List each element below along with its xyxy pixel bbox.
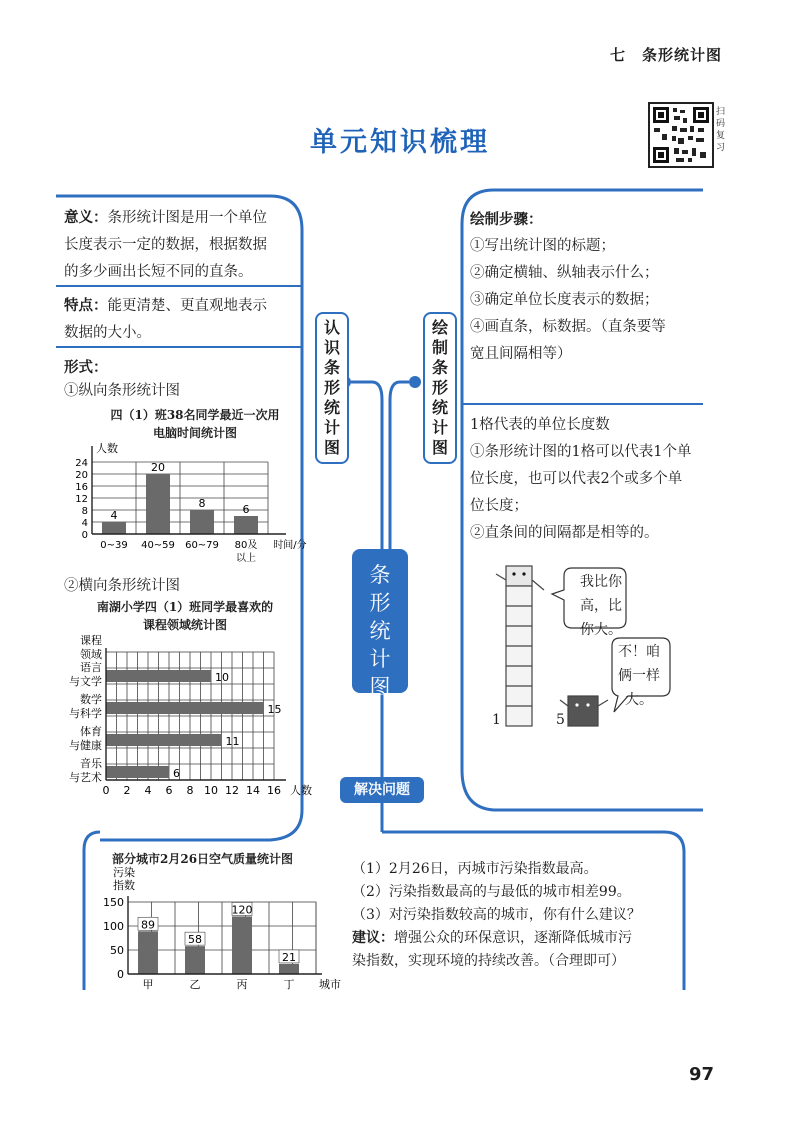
x-axis-label: 城市 <box>319 978 341 991</box>
x-tick-label: 16 <box>267 784 281 797</box>
feature-block <box>64 292 304 347</box>
y-tick-label: 音乐 <box>80 757 102 770</box>
unit-line: 位长度； <box>470 498 528 514</box>
x-tick-label: 以上 <box>236 553 256 564</box>
chart2-title-line: 南湖小学四（1）班同学最喜欢的 <box>96 600 274 614</box>
chart2-horizontal-bar <box>58 634 312 804</box>
data-label: 89 <box>141 918 155 932</box>
y-tick-label: 语言 <box>80 661 102 674</box>
y-tick-label: 与艺术 <box>69 771 102 784</box>
data-label: 4 <box>110 509 118 522</box>
chart2-title <box>70 598 300 634</box>
x-tick-label: 8 <box>186 784 194 797</box>
data-label: 20 <box>151 461 165 474</box>
data-label: 11 <box>225 735 240 748</box>
feature-line: 数据的大小。 <box>64 325 151 341</box>
x-tick-label: 40~59 <box>141 540 175 551</box>
y-tick-label: 与科学 <box>69 707 102 720</box>
y-tick-label: 16 <box>75 482 88 493</box>
steps-label: 绘制步骤： <box>470 211 543 228</box>
unit-title: 1格代表的单位长度数 <box>470 417 610 433</box>
bubble-line: 高，比 <box>580 598 622 614</box>
y-tick-label: 与健康 <box>69 739 102 752</box>
y-axis-label: 领域 <box>80 648 102 661</box>
page-number: 97 <box>688 1064 714 1085</box>
advice-label: 建议： <box>352 930 394 946</box>
data-label: 58 <box>188 933 202 947</box>
y-tick-label: 150 <box>103 896 124 909</box>
chart2-title-line: 课程领域统计图 <box>142 618 227 632</box>
x-tick-label: 60~79 <box>185 540 219 551</box>
feature-line: 能更清楚、更直观地表示 <box>107 298 267 314</box>
bar <box>146 474 170 534</box>
bubble-line: 你大。 <box>580 622 622 638</box>
step-item: ①写出统计图的标题； <box>470 238 615 254</box>
meaning-line: 条形统计图是用一个单位 <box>107 210 267 226</box>
problem-line: （2）污染指数最高的与最低的城市相差99。 <box>352 884 631 900</box>
meaning-label: 意义： <box>64 209 108 226</box>
qr-caption: 扫码复习 <box>716 107 726 153</box>
solve-problem-button[interactable]: 解决问题 <box>340 777 424 803</box>
y-tick-label: 12 <box>75 494 88 505</box>
problem-block <box>352 858 692 973</box>
x-axis-label: 时间/分 <box>273 540 307 551</box>
chapter-header: 七 条形统计图 <box>609 46 722 64</box>
bar <box>106 766 169 778</box>
bubble-line: 我比你 <box>580 574 622 590</box>
feature-label: 特点： <box>64 297 108 314</box>
x-tick-label: 丙 <box>236 978 248 991</box>
unit-block <box>470 412 710 547</box>
x-tick-label: 乙 <box>189 978 201 991</box>
tab-draw[interactable] <box>423 312 457 464</box>
bar <box>106 670 211 682</box>
y-axis-label: 人数 <box>96 442 118 455</box>
y-tick-label: 数学 <box>80 693 102 706</box>
bubble-line: 俩一样 <box>618 668 660 684</box>
bar <box>279 964 299 974</box>
speech-bubble-tall <box>576 570 626 642</box>
bubble-line: 不！咱 <box>618 644 660 660</box>
meaning-line: 长度表示一定的数据，根据数据 <box>64 237 267 253</box>
center-node[interactable] <box>352 549 408 699</box>
data-label: 8 <box>198 497 206 510</box>
speech-bubble-short <box>614 640 664 712</box>
x-tick-label: 14 <box>246 784 260 797</box>
problem-line: （1）2月26日，丙城市污染指数最高。 <box>352 861 598 877</box>
step-item: 宽且间隔相等） <box>470 346 572 362</box>
advice-line: 染指数，实现环境的持续改善。（合理即可） <box>352 953 625 969</box>
x-tick-label: 甲 <box>142 978 154 991</box>
bar <box>138 931 158 974</box>
unit-line: ②直条间的间隔都是相等的。 <box>470 525 659 541</box>
form-label: 形式： <box>64 359 108 376</box>
data-label: 6 <box>242 503 250 516</box>
advice-line: 增强公众的环保意识，逐渐降低城市污 <box>394 930 632 946</box>
x-tick-label: 6 <box>165 784 173 797</box>
y-tick-label: 体育 <box>80 725 102 738</box>
y-tick-label: 4 <box>81 518 88 529</box>
center-node-label: 条形统计图 <box>369 563 391 699</box>
bar <box>102 522 126 534</box>
bar <box>190 510 214 534</box>
horizontal-label: ②横向条形统计图 <box>64 578 180 594</box>
y-tick-label: 100 <box>103 920 124 933</box>
x-tick-label: 0~39 <box>100 540 128 551</box>
chart1-vertical-bar <box>60 440 307 580</box>
y-tick-label: 50 <box>110 944 124 957</box>
step-item: ④画直条，标数据。（直条要等 <box>470 319 666 335</box>
unit-line: ①条形统计图的1格可以代表1个单 <box>470 444 692 460</box>
step-item: ③确定单位长度表示的数据； <box>470 292 659 308</box>
problem-line: （3）对污染指数较高的城市，你有什么建议？ <box>352 907 641 923</box>
chart3-title: 部分城市2月26日空气质量统计图 <box>112 852 294 866</box>
steps-block <box>470 206 710 368</box>
y-tick-label: 0 <box>81 530 88 541</box>
bar <box>106 702 264 714</box>
x-tick-label: 2 <box>123 784 131 797</box>
x-tick-label: 4 <box>144 784 152 797</box>
y-axis-label: 污染 <box>113 866 135 879</box>
x-tick-label: 80及 <box>234 540 258 551</box>
meaning-block <box>64 204 304 286</box>
meaning-line: 的多少画出长短不同的直条。 <box>64 264 253 280</box>
y-axis-label: 指数 <box>113 879 135 892</box>
y-axis-label: 课程 <box>80 634 102 647</box>
data-label: 6 <box>173 767 180 780</box>
bubble-line: 大。 <box>625 692 653 708</box>
bar <box>106 734 222 746</box>
chart1-title-line: 四（1）班38名同学最近一次用 <box>110 408 280 422</box>
x-tick-label: 10 <box>204 784 218 797</box>
y-tick-label: 0 <box>117 968 124 981</box>
vertical-label: ①纵向条形统计图 <box>64 383 180 399</box>
chart3-air-quality-bar <box>92 866 342 992</box>
y-tick-label: 8 <box>81 506 88 517</box>
data-label: 10 <box>215 671 229 684</box>
data-label: 120 <box>231 903 253 917</box>
tab-recognize-label: 认识条形统计图 <box>323 318 340 457</box>
x-tick-label: 0 <box>102 784 110 797</box>
y-tick-label: 24 <box>75 458 88 469</box>
x-tick-label: 12 <box>225 784 239 797</box>
page-title: 单元知识梳理 <box>310 127 490 158</box>
short-bar-label: 5 <box>556 712 565 728</box>
tab-recognize[interactable] <box>315 312 349 464</box>
y-tick-label: 与文学 <box>69 675 102 688</box>
bar <box>232 916 252 974</box>
tall-bar-label: 1 <box>492 712 501 728</box>
y-tick-label: 20 <box>75 470 88 481</box>
data-label: 21 <box>282 950 296 964</box>
step-item: ②确定横轴、纵轴表示什么； <box>470 265 659 281</box>
tab-draw-label: 绘制条形统计图 <box>431 318 448 457</box>
chart1-title <box>90 406 300 442</box>
bar <box>185 946 205 974</box>
x-axis-label: 人数 <box>290 784 312 797</box>
bar <box>234 516 258 534</box>
unit-line: 位长度，也可以代表2个或多个单 <box>470 471 683 487</box>
chart1-title-line: 电脑时间统计图 <box>152 426 237 440</box>
x-tick-label: 丁 <box>283 978 295 991</box>
data-label: 15 <box>267 703 282 716</box>
